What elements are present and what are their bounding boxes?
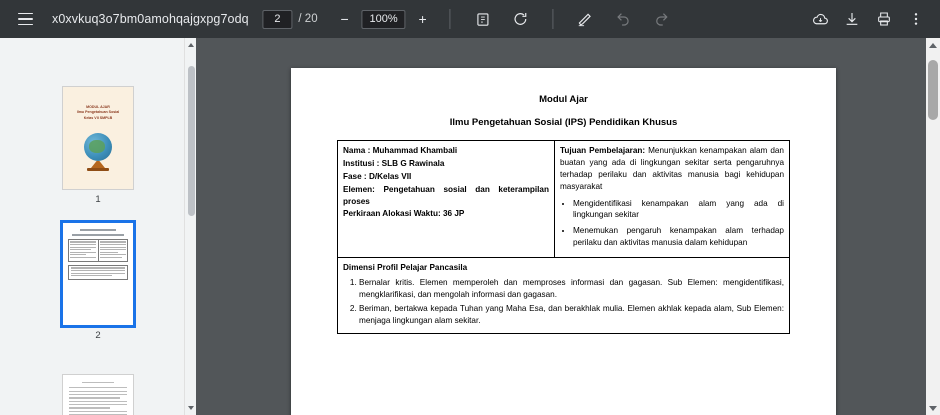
document-scrollbar[interactable] <box>926 38 940 415</box>
document-scroll-down-arrow[interactable] <box>926 401 940 415</box>
thumbnail-page-2[interactable] <box>62 222 134 326</box>
document-scroll-up-arrow[interactable] <box>926 38 940 52</box>
thumbnail-page-3[interactable] <box>62 374 134 415</box>
globe-illustration-icon <box>84 133 112 161</box>
print-icon[interactable] <box>872 7 896 31</box>
tujuan-label: Tujuan Pembelajaran: <box>559 146 646 155</box>
zoom-out-button[interactable]: − <box>340 11 349 27</box>
field-institusi: Institusi : SLB G Rawinala <box>343 158 445 168</box>
document-viewport[interactable] <box>196 38 940 415</box>
thumbnail-scroll-up-arrow[interactable] <box>185 38 196 52</box>
page-content <box>291 68 836 334</box>
dimensi-heading: Dimensi Profil Pelajar Pancasila <box>343 263 468 273</box>
table-row <box>338 141 790 258</box>
page-count-label: / 20 <box>298 13 318 25</box>
thumbnail-page-1[interactable] <box>62 86 134 190</box>
tujuan-body: Menunjukkan kenampakan alam dan buatan yang ada di lingkungan sekitar serta pengaruhnya terhadap perilaku dan aktivitas manusia bagi kehidupan masyarakat <box>559 146 784 191</box>
tujuan-cell <box>554 141 789 258</box>
list-item: 2. Beriman, bertakwa kepada Tuhan yang Maha Esa, dan berakhlak mulia. Elemen akhlak kepada alam, Sub Elemen: menjaga lingkungan alam sekitar. <box>359 303 784 327</box>
annotate-pen-icon[interactable] <box>574 7 598 31</box>
tujuan-bullet-list <box>560 198 784 250</box>
list-item: • Mengidentifikasi kenampakan alam yang ada di lingkungan sekitar <box>573 198 784 222</box>
toolbar-divider-1 <box>450 9 451 29</box>
page-number-input[interactable] <box>262 10 292 29</box>
thumbnail-sidebar[interactable] <box>0 38 196 415</box>
toolbar-center-group <box>262 7 677 31</box>
rotate-clockwise-icon[interactable] <box>509 7 533 31</box>
thumbnail-3-content <box>63 375 133 415</box>
thumbnail-scrollbar[interactable] <box>184 38 196 415</box>
zoom-level-value[interactable]: 100% <box>362 10 406 29</box>
thumbnail-scrollbar-thumb[interactable] <box>188 66 195 216</box>
document-scrollbar-thumb[interactable] <box>928 60 938 120</box>
table-row <box>338 258 790 333</box>
tujuan-block <box>560 145 784 193</box>
hamburger-menu-icon[interactable] <box>12 6 38 32</box>
document-title: x0xvkuq3o7bm0amohqajgxpg7odq <box>52 12 249 26</box>
thumbnail-cover-title: MODUL AJAR Ilmu Pengetahuan Sosial Kelas VII SMPLB <box>76 105 120 120</box>
thumb-table-col-left <box>69 240 98 261</box>
thumbnail-label-1: 1 <box>95 194 101 205</box>
toolbar-right-group <box>804 0 932 38</box>
thumb-bottom-block <box>68 265 128 281</box>
top-toolbar <box>0 0 940 38</box>
field-nama: Nama : Muhammad Khambali <box>343 146 458 155</box>
doc-title-heading: Modul Ajar <box>539 94 588 105</box>
redo-icon[interactable] <box>650 7 674 31</box>
identity-cell <box>338 141 555 258</box>
undo-icon[interactable] <box>612 7 636 31</box>
list-item: 1. Bernalar kritis. Elemen memperoleh dan memproses informasi dan gagasan. Sub Elemen: mengidentifikasi, mengklarifikasi, dan mengolah informasi dan gagasan. <box>359 277 784 301</box>
thumb-table-preview <box>68 239 128 262</box>
dimensi-list <box>343 277 784 327</box>
zoom-in-button[interactable]: + <box>418 11 427 27</box>
doc-subtitle-heading: Ilmu Pengetahuan Sosial (IPS) Pendidikan Khusus <box>449 117 678 128</box>
pdf-page-2 <box>291 68 836 415</box>
save-to-drive-icon[interactable] <box>808 7 832 31</box>
list-item: • Menemukan pengaruh kenampakan alam terhadap perilaku dan aktivitas manusia dalam kehidupan <box>573 225 784 249</box>
thumb-table-col-right <box>98 240 128 261</box>
dimensi-cell <box>338 258 790 333</box>
thumb-subtitle-line <box>72 234 124 236</box>
thumbnail-label-2: 2 <box>95 330 101 341</box>
field-elemen: Elemen: Pengetahuan sosial dan keterampilan proses <box>343 184 549 206</box>
thumbnail-scroll-down-arrow[interactable] <box>185 401 196 415</box>
field-fase: Fase : D/Kelas VII <box>343 171 412 181</box>
thumbnail-2-content <box>63 223 133 280</box>
thumb-title-line <box>80 229 116 231</box>
viewer-body <box>0 38 940 415</box>
toolbar-divider-2 <box>553 9 554 29</box>
globe-base-shape <box>87 168 109 171</box>
toolbar-left-group <box>0 6 249 32</box>
fit-to-page-icon[interactable] <box>471 7 495 31</box>
field-alokasi: Perkiraan Alokasi Waktu: 36 JP <box>343 209 465 219</box>
module-info-table <box>337 140 790 334</box>
more-options-icon[interactable] <box>904 7 928 31</box>
globe-stand-shape <box>91 161 105 168</box>
download-icon[interactable] <box>840 7 864 31</box>
